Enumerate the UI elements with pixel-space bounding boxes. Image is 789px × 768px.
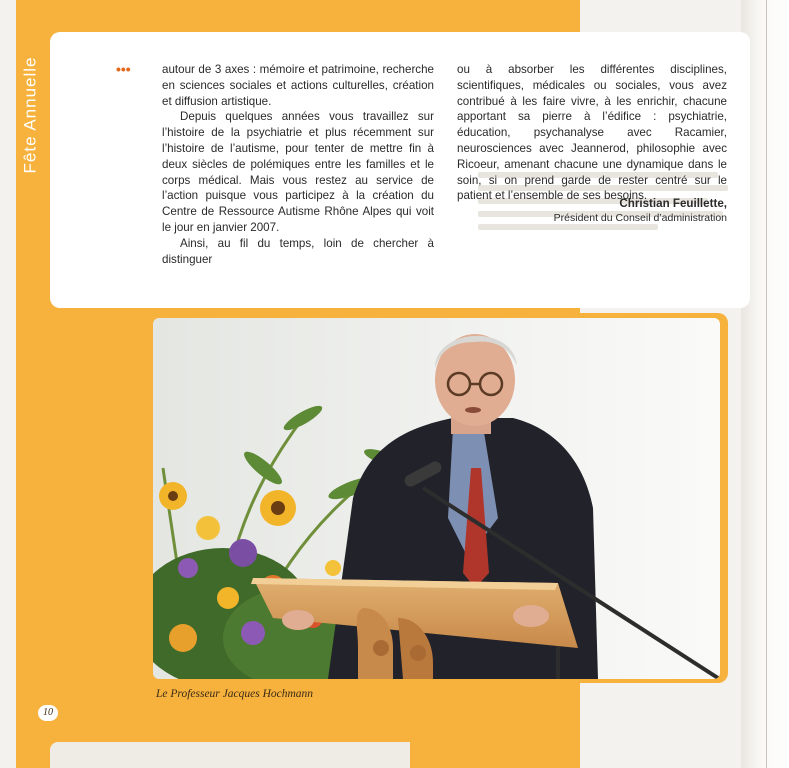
paragraph: Ainsi, au fil du temps, loin de chercher à distinguer (162, 236, 434, 266)
signature-role: Président du Conseil d’administration (553, 212, 727, 224)
speaker-photo (153, 318, 720, 679)
paragraph: Depuis quelques années vous travaillez sur l’histoire de la psychiatrie et plus récemment sur l’histoire de l’autisme, pour tenter de mettre fin à deux siècles de polémiques entre les familles et le corps médical. Mais vous restez au service de l’action puisque vous participez à la création du Centre de Ressource Autisme Rhône Alpes qui voit le jour en janvier 2007. (162, 110, 434, 234)
section-label-text: Fête Annuelle (20, 56, 39, 174)
paragraph: ou à absorber les différentes disciplines, scientifiques, médicales ou sociales, vous avez contribué à les faire vivre, à les enrichir, chacune apportant sa pierre à l’édifice : psychiatrie, éducation, psychanalyse avec Racamier, neurosciences avec Jeannerod, philosophie avec Ricoeur, amenant chacune une dynamique dans le soin, si on prend garde de rester centré sur le patient et l’ensemble de ses besoins. (457, 63, 727, 203)
page-fold-line (766, 0, 767, 768)
ellipsis-dots-icon: ••• (116, 61, 131, 77)
photo-caption: Le Professeur Jacques Hochmann (156, 688, 314, 700)
paragraph: autour de 3 axes : mémoire et patrimoine, recherche en sciences sociales et actions culturelles, création et diffusion artistique. (162, 63, 434, 108)
section-label (12, 30, 48, 200)
bottom-panel (50, 742, 410, 768)
signature-name: Christian Feuillette, (619, 197, 727, 210)
article-right-column (457, 62, 727, 204)
orange-top-bar (16, 0, 580, 28)
page-number: 10 (38, 705, 58, 721)
article-left-column (162, 62, 434, 267)
